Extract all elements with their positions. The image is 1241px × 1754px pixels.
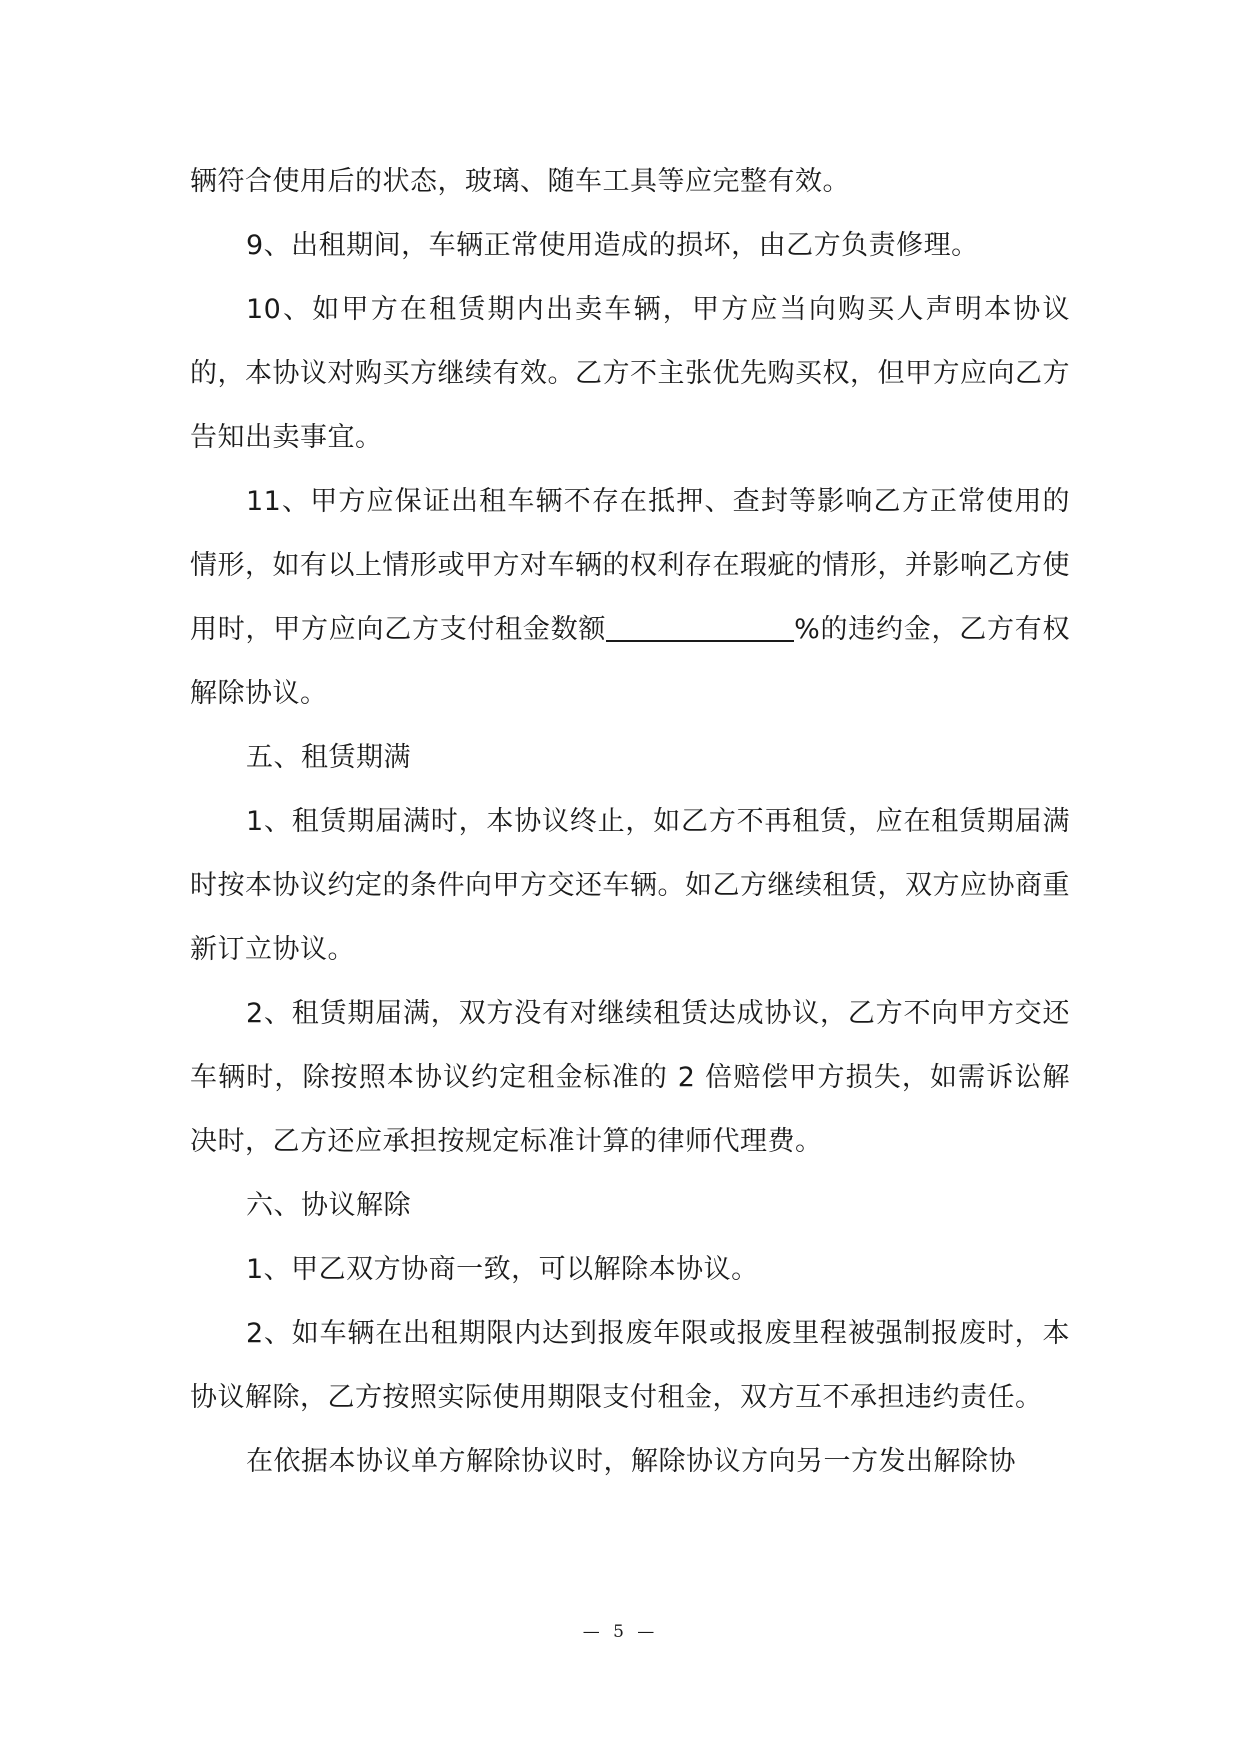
penalty-percentage-blank bbox=[606, 612, 794, 642]
clause-11-text-before: 11、甲方应保证出租车辆不存在抵押、查封等影响乙方正常使用的情形，如有以上情形或甲方对车辆的权利存在瑕疵的情形，并影响乙方使用时，甲方应向乙方支付租金数额 bbox=[190, 486, 1070, 645]
document-body bbox=[190, 150, 1070, 1494]
section-heading-termination: 六、协议解除 bbox=[246, 1190, 411, 1221]
paragraph-clause-10: 10、如甲方在租赁期内出卖车辆，甲方应当向购买人声明本协议的，本协议对购买方继续有效。乙方不主张优先购买权，但甲方应向乙方告知出卖事宜。 bbox=[190, 294, 1070, 453]
clause-11-text-after: %的违约金，乙方有权解除协议。 bbox=[190, 614, 1071, 709]
paragraph-clause-11 bbox=[190, 470, 1070, 726]
paragraph-expiry-clause-2: 2、租赁期届满，双方没有对继续租赁达成协议，乙方不向甲方交还车辆时，除按照本协议约定租金标准的 2 倍赔偿甲方损失，如需诉讼解决时，乙方还应承担按规定标准计算的律师代理费。 bbox=[190, 998, 1070, 1157]
paragraph-termination-clause-2: 2、如车辆在出租期限内达到报废年限或报废里程被强制报废时，本协议解除，乙方按照实际使用期限支付租金，双方互不承担违约责任。 bbox=[190, 1318, 1070, 1413]
section-heading-lease-expiry: 五、租赁期满 bbox=[246, 742, 411, 773]
paragraph-continuation: 辆符合使用后的状态，玻璃、随车工具等应完整有效。 bbox=[190, 166, 850, 197]
paragraph-unilateral-termination: 在依据本协议单方解除协议时，解除协议方向另一方发出解除协 bbox=[246, 1446, 1016, 1477]
paragraph-clause-9: 9、出租期间，车辆正常使用造成的损坏，由乙方负责修理。 bbox=[246, 230, 979, 261]
page-number: — 5 — bbox=[582, 1622, 659, 1642]
paragraph-expiry-clause-1: 1、租赁期届满时，本协议终止，如乙方不再租赁，应在租赁期届满时按本协议约定的条件向甲方交还车辆。如乙方继续租赁，双方应协商重新订立协议。 bbox=[190, 806, 1070, 965]
paragraph-termination-clause-1: 1、甲乙双方协商一致，可以解除本协议。 bbox=[246, 1254, 759, 1285]
